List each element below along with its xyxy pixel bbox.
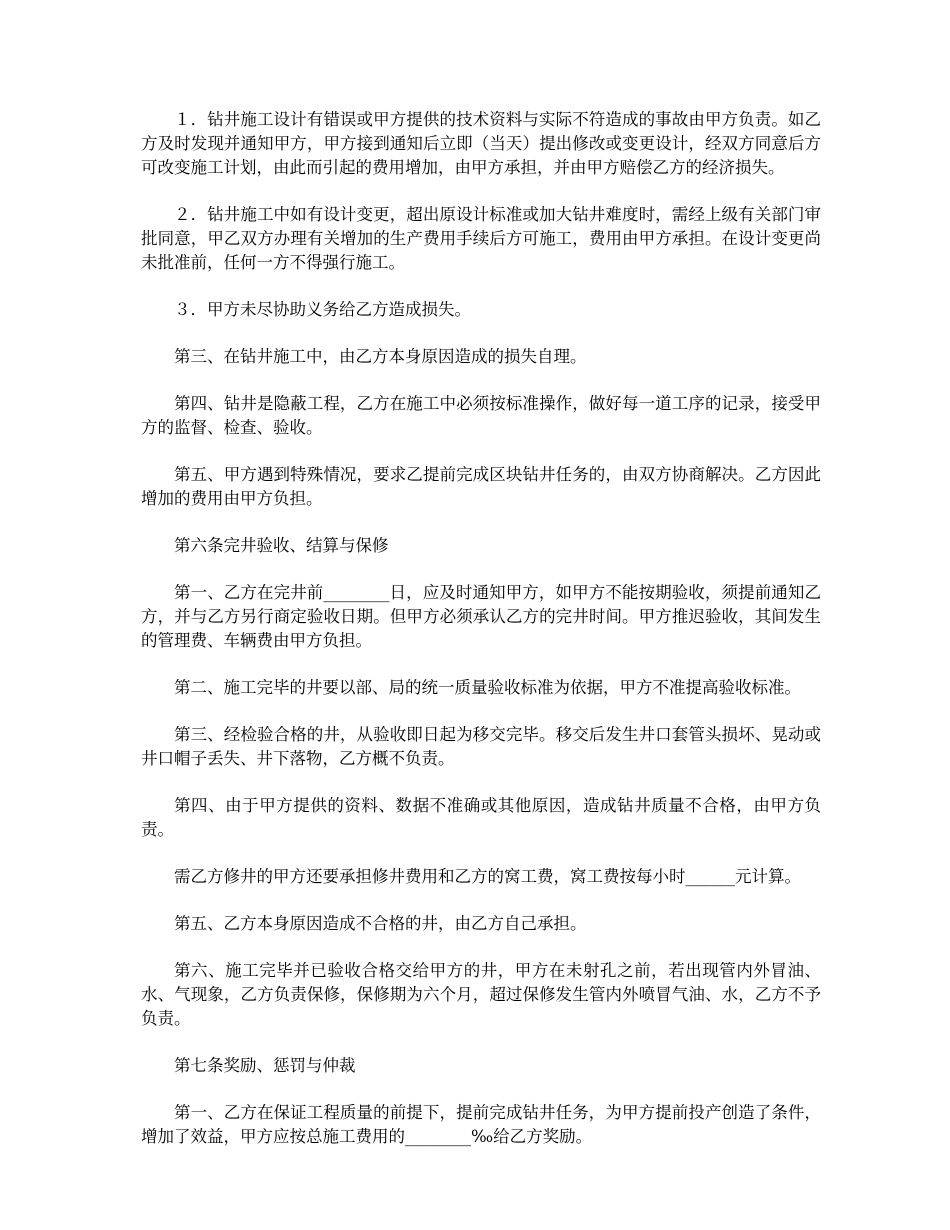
- clause-paragraph: 需乙方修井的甲方还要承担修井费用和乙方的窝工费，窝工费按每小时______元计算。: [174, 867, 801, 886]
- clause-paragraph: 第三、经检验合格的井，从验收即日起为移交完毕。移交后发生井口套管头损坏、晃动或井口帽子丢失、井下落物，乙方概不负责。: [141, 725, 821, 768]
- clause-paragraph: 第五、乙方本身原因造成不合格的井，由乙方自己承担。: [174, 914, 587, 933]
- clause-paragraph: 第一、乙方在保证工程质量的前提下，提前完成钻井任务，为甲方提前投产创造了条件，增加了效益，甲方应按总施工费用的________‰给乙方奖励。: [141, 1103, 821, 1146]
- clause-paragraph: 第二、施工完毕的井要以部、局的统一质量验收标准为依据，甲方不准提高验收标准。: [174, 678, 801, 697]
- section-heading: 第六条完井验收、结算与保修: [174, 536, 389, 555]
- clause-paragraph: 第六、施工完毕并已验收合格交给甲方的井，甲方在未射孔之前，若出现管内外冒油、水、气现象，乙方负责保修，保修期为六个月，超过保修发生管内外喷冒气油、水，乙方不予负责。: [141, 961, 821, 1028]
- clause-paragraph: 第五、甲方遇到特殊情况，要求乙提前完成区块钻井任务的，由双方协商解决。乙方因此增加的费用由甲方负担。: [141, 465, 821, 508]
- clause-paragraph: 第四、钻井是隐蔽工程，乙方在施工中必须按标准操作，做好每一道工序的记录，接受甲方的监督、检查、验收。: [141, 394, 821, 437]
- document-body: [141, 108, 821, 1172]
- clause-paragraph: 第一、乙方在完井前________日，应及时通知甲方，如甲方不能按期验收，须提前通知乙方，并与乙方另行商定验收日期。但甲方必须承认乙方的完井时间。甲方推迟验收，其间发生的管理费、车辆费由甲方负担。: [141, 583, 821, 650]
- clause-paragraph: 第三、在钻井施工中，由乙方本身原因造成的损失自理。: [174, 347, 587, 366]
- clause-paragraph: ３．甲方未尽协助义务给乙方造成损失。: [174, 300, 471, 319]
- section-heading: 第七条奖励、惩罚与仲裁: [174, 1056, 356, 1075]
- clause-paragraph: 第四、由于甲方提供的资料、数据不准确或其他原因，造成钻井质量不合格，由甲方负责。: [141, 796, 821, 839]
- clause-paragraph: ２．钻井施工中如有设计变更，超出原设计标准或加大钻井难度时，需经上级有关部门审批同意，甲乙双方办理有关增加的生产费用手续后方可施工，费用由甲方承担。在设计变更尚未批准前，任何一方不得强行施工。: [141, 205, 821, 272]
- clause-paragraph: １．钻井施工设计有错误或甲方提供的技术资料与实际不符造成的事故由甲方负责。如乙方及时发现并通知甲方，甲方接到通知后立即（当天）提出修改或变更设计，经双方同意后方可改变施工计划，由此而引起的费用增加，由甲方承担，并由甲方赔偿乙方的经济损失。: [141, 110, 821, 177]
